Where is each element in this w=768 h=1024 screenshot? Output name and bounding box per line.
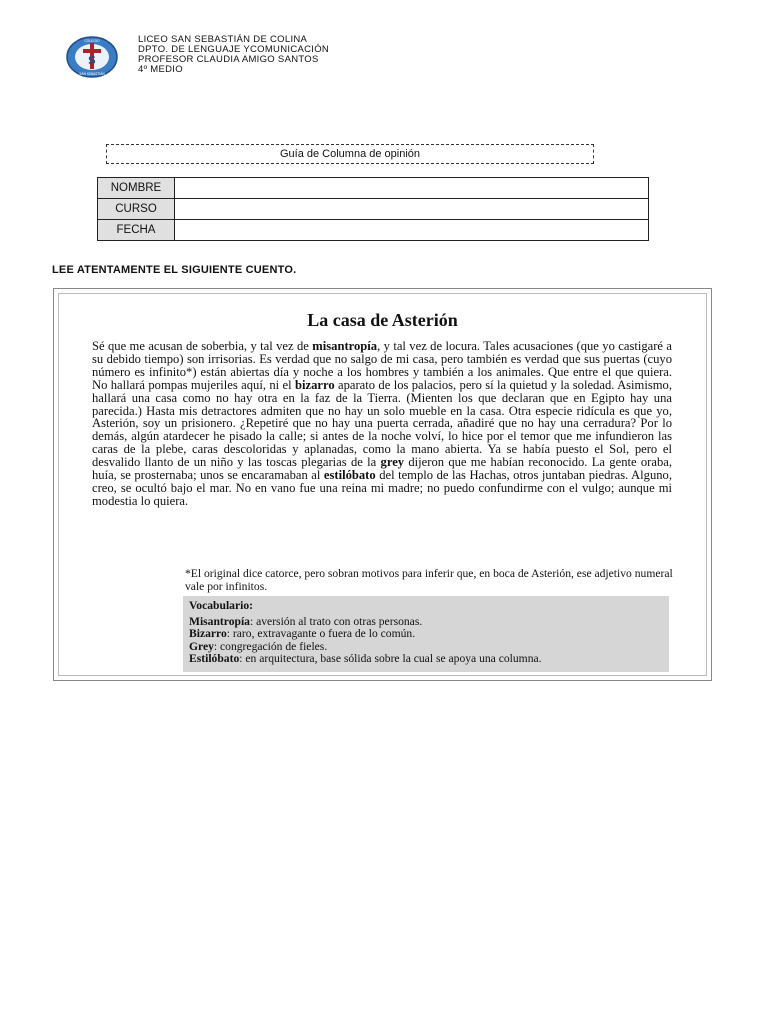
logo-text-bottom: SAN SEBASTIÁN (79, 72, 105, 76)
vocabulary-definition: : congregación de fieles. (213, 639, 328, 653)
nombre-label: NOMBRE (98, 178, 175, 199)
fecha-label: FECHA (98, 220, 175, 241)
logo-initials: S (88, 54, 96, 67)
story-segment: Sé que me acusan de soberbia, y tal vez de (92, 339, 313, 353)
school-header (138, 35, 329, 75)
vocabulary-definition: : aversión al trato con otras personas. (249, 615, 423, 629)
vocabulary-heading: Vocabulario: (189, 599, 253, 612)
vocabulary-term: Estilóbato (189, 651, 240, 665)
form-row-nombre (98, 178, 649, 199)
story-segment: , y tal vez de locura. Tales acusaciones (que yo castigaré a su debido tiempo) son irrisorias. Es verdad que no salgo de mi casa, pero también es verdad que sus puertas (cuyo número es infinito*) están abiertas día y noche a los hombres y también a los animales. Que entre el que quiera. No hallará pompas mujeriles aquí, ni el (92, 339, 672, 392)
story-term-grey: grey (380, 455, 405, 470)
guide-title: Guía de Columna de opinión (106, 144, 594, 164)
vocabulary-term: Misantropía (189, 615, 250, 629)
fecha-field[interactable] (175, 220, 649, 241)
story-title: La casa de Asterión (307, 310, 458, 330)
story-text (92, 340, 672, 508)
form-row-curso (98, 199, 649, 220)
teacher-name: PROFESOR CLAUDIA AMIGO SANTOS (138, 54, 319, 65)
school-logo (66, 36, 118, 78)
vocabulary-definition: : en arquitectura, base sólida sobre la cual se apoya una columna. (239, 651, 542, 665)
instruction: LEE ATENTAMENTE EL SIGUIENTE CUENTO. (52, 264, 297, 276)
school-name: LICEO SAN SEBASTIÁN DE COLINA (138, 34, 308, 45)
vocabulary-box (183, 596, 669, 672)
curso-label: CURSO (98, 199, 175, 220)
form-row-fecha (98, 220, 649, 241)
grade-level: 4º MEDIO (138, 64, 183, 75)
vocabulary-term: Bizarro (189, 627, 227, 641)
story-term-misantropia: misantropía (312, 339, 378, 353)
story-inner-frame (58, 293, 707, 676)
story-term-estilobato: estilóbato (323, 468, 376, 483)
logo-text-top: COLEGIO (84, 39, 100, 43)
curso-field[interactable] (175, 199, 649, 220)
story-term-bizarro: bizarro (295, 377, 335, 392)
student-info-form (97, 177, 649, 241)
story-box (53, 288, 712, 681)
vocabulary-definition: : raro, extravagante o fuera de lo común. (226, 627, 416, 641)
vocabulary-term: Grey (189, 639, 214, 653)
story-footnote: *El original dice catorce, pero sobran motivos para inferir que, en boca de Asterión, ese adjetivo numeral vale por infinitos. (185, 567, 673, 593)
story-segment: aparato de los palacios, pero sí la quietud y la soledad. Asimismo, hallará una casa como no hay otra en la faz de la Tierra. (Mienten los que declaran que en Egipto hay una parecida.) Hasta mis detractores admiten que no hay un solo mueble en la casa. Otra especie ridícula es que yo, Asterión, soy un prisionero. ¿Repetiré que no hay una puerta cerrada, añadiré que no hay una cerradura? Por lo demás, algún atardecer he pisado la calle; si antes de la noche volví, lo hice por el temor que me infundieron las caras de la plebe, caras descoloridas y aplanadas, como la mano abierta. Ya se había puesto el Sol, pero el desvalido llanto de un niño y las toscas plegarias de la (92, 377, 672, 470)
vocabulary-item (189, 653, 663, 665)
story-segment: dijeron que me habían reconocido. La gente oraba, huía, se prosternaba; unos se encaramaban al (92, 455, 672, 483)
story-segment: del templo de las Hachas, otros juntaban piedras. Alguno, creo, se ocultó bajo el mar. No en vano fue una reina mi madre; no puedo confundirme con el vulgo; aunque mi modestia lo quiera. (92, 468, 672, 508)
nombre-field[interactable] (175, 178, 649, 199)
department-name: DPTO. DE LENGUAJE YCOMUNICACIÓN (138, 44, 330, 55)
